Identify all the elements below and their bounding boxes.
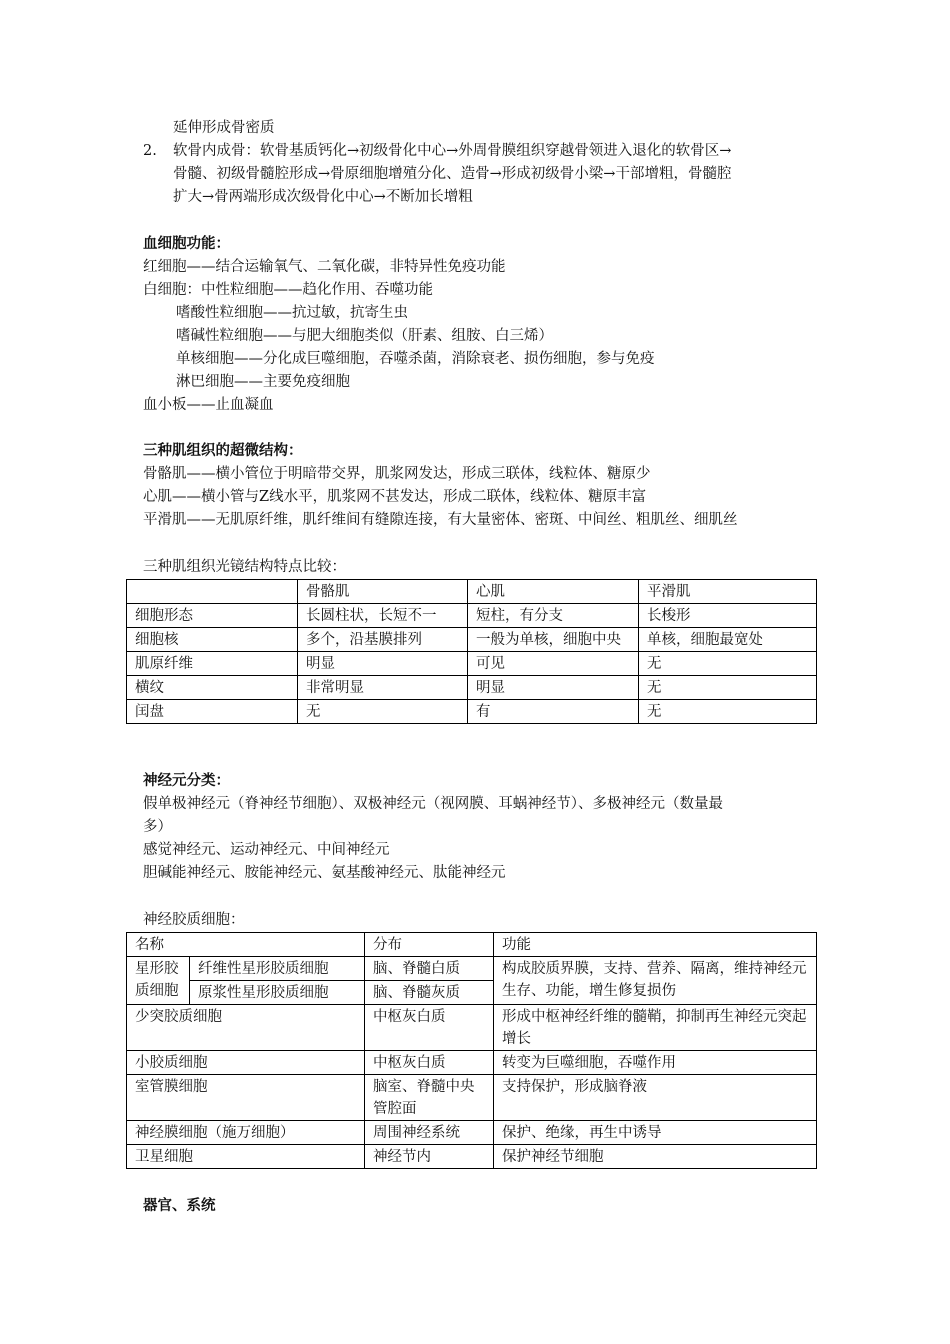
- table-cell: 平滑肌: [639, 580, 817, 604]
- neuron-heading: 神经元分类：: [143, 772, 230, 789]
- table-header-row: [127, 933, 817, 957]
- table-cell: 保护神经节细胞: [494, 1145, 817, 1169]
- blood-line: 白细胞：中性粒细胞——趋化作用、吞噬功能: [143, 282, 433, 298]
- blood-line: 红细胞——结合运输氧气、二氧化碳，非特异性免疫功能: [143, 259, 506, 275]
- table-cell: 骨骼肌: [298, 580, 468, 604]
- table-row: [127, 1051, 817, 1075]
- table-row: [127, 1005, 817, 1051]
- table-cell: 多个，沿基膜排列: [298, 628, 468, 652]
- table-row: [127, 1145, 817, 1169]
- table-cell: 心肌: [468, 580, 639, 604]
- table-cell: 神经膜细胞（施万细胞）: [127, 1121, 365, 1145]
- blood-heading: 血细胞功能：: [143, 235, 230, 252]
- table-cell: 星形胶质细胞: [127, 957, 190, 1005]
- table-cell: 脑、脊髓白质: [365, 957, 494, 981]
- table-cell: 肌原纤维: [127, 652, 298, 676]
- table-cell: 支持保护，形成脑脊液: [494, 1075, 817, 1121]
- table-cell: 脑、脊髓灰质: [365, 981, 494, 1005]
- muscle-line: 平滑肌——无肌原纤维，肌纤维间有缝隙连接，有大量密体、密斑、中间丝、粗肌丝、细肌丝: [143, 512, 738, 528]
- table-cell: 无: [298, 700, 468, 724]
- neuron-line: 感觉神经元、运动神经元、中间神经元: [143, 842, 390, 858]
- table-cell: 卫星细胞: [127, 1145, 365, 1169]
- table-cell: 明显: [298, 652, 468, 676]
- blood-line: 淋巴细胞——主要免疫细胞: [176, 374, 350, 390]
- table-cell: 可见: [468, 652, 639, 676]
- neuron-line: 胆碱能神经元、胺能神经元、氨基酸神经元、肽能神经元: [143, 865, 506, 881]
- table-cell: 长梭形: [639, 604, 817, 628]
- table-header-row: [127, 580, 817, 604]
- muscle-line: 骨骼肌——横小管位于明暗带交界，肌浆网发达，形成三联体，线粒体、糖原少: [143, 466, 651, 482]
- table-cell: [127, 580, 298, 604]
- table-cell: 有: [468, 700, 639, 724]
- table-cell: 室管膜细胞: [127, 1075, 365, 1121]
- table-cell: 脑室、脊髓中央管腔面: [365, 1075, 494, 1121]
- table-cell: 小胶质细胞: [127, 1051, 365, 1075]
- table-cell: 无: [639, 652, 817, 676]
- table-row: [127, 652, 817, 676]
- muscle-table-caption: 三种肌组织光镜结构特点比较：: [143, 559, 346, 575]
- blood-line: 嗜碱性粒细胞——与肥大细胞类似（肝素、组胺、白三烯）: [176, 328, 553, 344]
- table-cell: 明显: [468, 676, 639, 700]
- table-cell: 非常明显: [298, 676, 468, 700]
- table-row: [127, 604, 817, 628]
- table-cell: 原浆性星形胶质细胞: [190, 981, 365, 1005]
- table-cell: 周围神经系统: [365, 1121, 494, 1145]
- muscle-comparison-table: [126, 579, 817, 724]
- table-cell: 少突胶质细胞: [127, 1005, 365, 1051]
- section-heading: 器官、系统: [143, 1197, 216, 1214]
- bone-item2-line3: 扩大→骨两端形成次级骨化中心→不断加长增粗: [173, 189, 473, 205]
- table-cell: 横纹: [127, 676, 298, 700]
- muscle-heading: 三种肌组织的超微结构：: [143, 442, 303, 459]
- bone-item2-line2: 骨髓、初级骨髓腔形成→骨原细胞增殖分化、造骨→形成初级骨小梁→干部增粗，骨髓腔: [173, 166, 732, 182]
- table-row: [127, 676, 817, 700]
- blood-line: 血小板——止血凝血: [143, 397, 274, 413]
- table-cell: 保护、绝缘，再生中诱导: [494, 1121, 817, 1145]
- blood-line: 单核细胞——分化成巨噬细胞，吞噬杀菌，消除衰老、损伤细胞，参与免疫: [176, 351, 655, 367]
- table-cell: 闰盘: [127, 700, 298, 724]
- table-cell: 形成中枢神经纤维的髓鞘，抑制再生神经元突起增长: [494, 1005, 817, 1051]
- table-row: [127, 957, 817, 981]
- bone-item2-line1: 软骨内成骨：软骨基质钙化→初级骨化中心→外周骨膜组织穿越骨领进入退化的软骨区→: [173, 143, 732, 159]
- table-row: [127, 628, 817, 652]
- table-row: [127, 1121, 817, 1145]
- blood-line: 嗜酸性粒细胞——抗过敏，抗寄生虫: [176, 305, 408, 321]
- table-cell: 长圆柱状，长短不一: [298, 604, 468, 628]
- table-cell: 无: [639, 700, 817, 724]
- table-cell: 单核，细胞最宽处: [639, 628, 817, 652]
- table-cell: 纤维性星形胶质细胞: [190, 957, 365, 981]
- table-cell: 一般为单核，细胞中央: [468, 628, 639, 652]
- table-cell: 转变为巨噬细胞，吞噬作用: [494, 1051, 817, 1075]
- table-cell: 中枢灰白质: [365, 1005, 494, 1051]
- table-cell: 神经节内: [365, 1145, 494, 1169]
- table-cell: 中枢灰白质: [365, 1051, 494, 1075]
- bone-continuation: 延伸形成骨密质: [173, 120, 275, 136]
- table-cell: 功能: [494, 933, 817, 957]
- glia-caption: 神经胶质细胞：: [143, 912, 245, 928]
- table-cell: 分布: [365, 933, 494, 957]
- table-cell: 细胞核: [127, 628, 298, 652]
- list-number: 2.: [143, 143, 157, 159]
- table-cell: 无: [639, 676, 817, 700]
- table-cell: 短柱，有分支: [468, 604, 639, 628]
- table-cell: 构成胶质界膜，支持、营养、隔离，维持神经元生存、功能，增生修复损伤: [494, 957, 817, 1005]
- neuron-line: 多）: [143, 819, 172, 835]
- table-row: [127, 700, 817, 724]
- muscle-line: 心肌——横小管与Z线水平，肌浆网不甚发达，形成二联体，线粒体、糖原丰富: [143, 489, 647, 505]
- table-row: [127, 1075, 817, 1121]
- table-cell: 细胞形态: [127, 604, 298, 628]
- glia-table: [126, 932, 817, 1169]
- neuron-line: 假单极神经元（脊神经节细胞）、双极神经元（视网膜、耳蜗神经节）、多极神经元（数量最: [143, 796, 723, 812]
- table-cell: 名称: [127, 933, 365, 957]
